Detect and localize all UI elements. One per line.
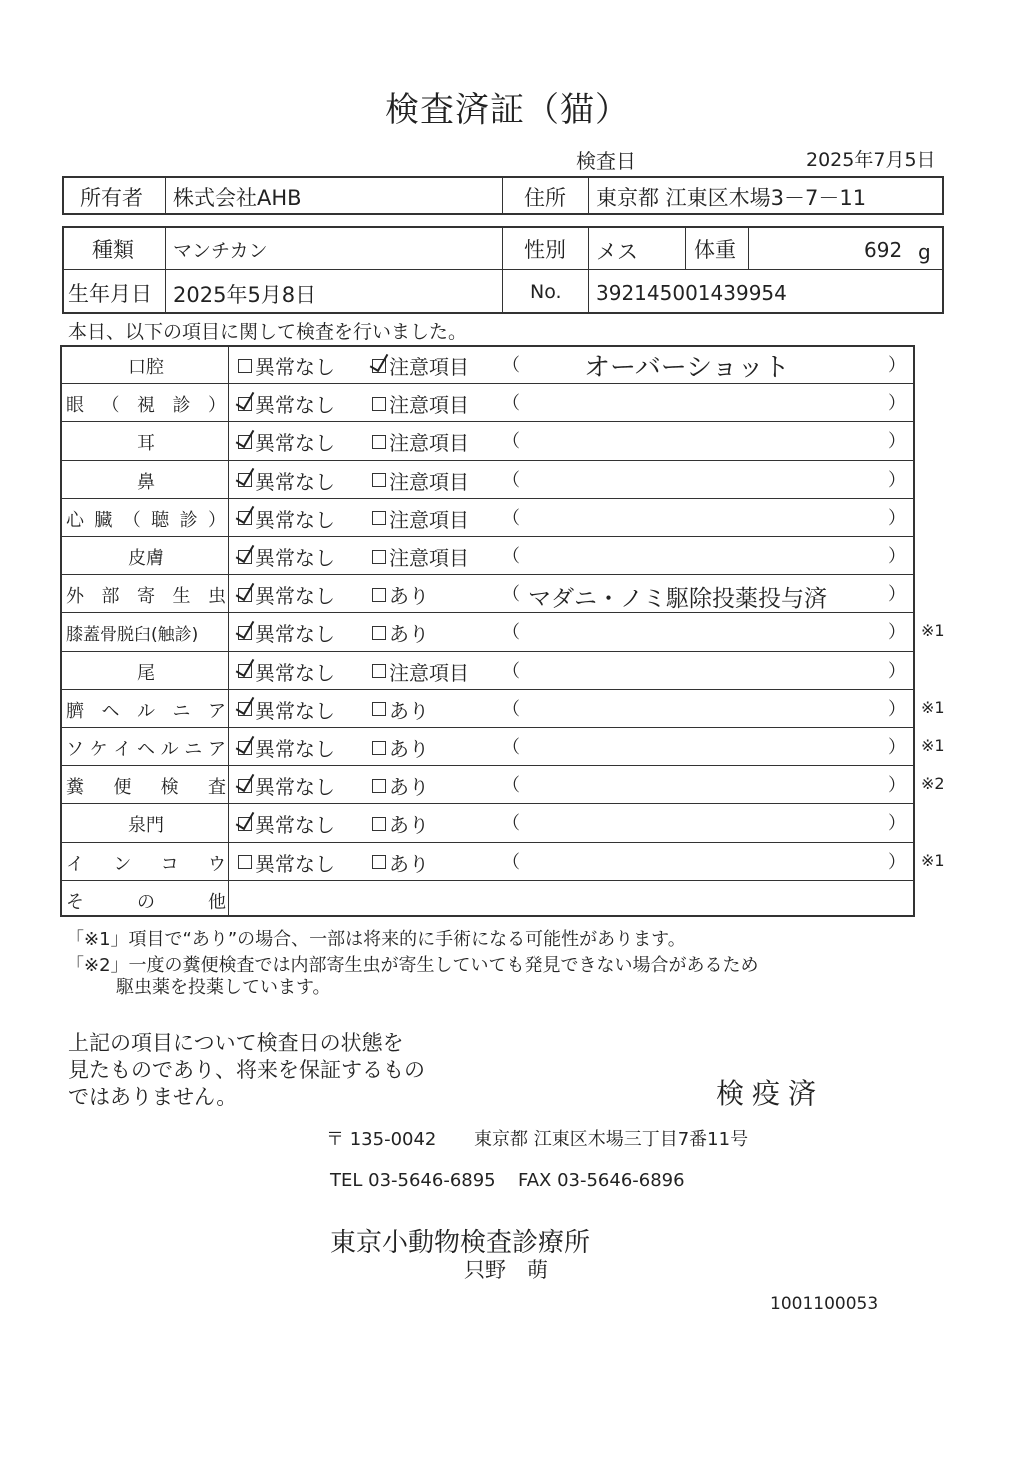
- owner-label: 所有者: [80, 186, 143, 210]
- attention-checkbox[interactable]: [372, 809, 429, 838]
- footnote-ref: ※1: [921, 736, 945, 755]
- no-label: No.: [530, 281, 562, 303]
- checkbox-icon[interactable]: [372, 435, 386, 449]
- normal-checkbox[interactable]: [238, 427, 335, 456]
- checkbox-icon[interactable]: [238, 397, 252, 411]
- normal-checkbox[interactable]: [238, 542, 335, 571]
- paren-open: （: [502, 431, 520, 453]
- checkbox-icon[interactable]: [238, 588, 252, 602]
- paren-open: （: [502, 737, 520, 758]
- attention-checkbox[interactable]: [372, 351, 469, 380]
- clinic-fax: FAX 03-5646-6896: [518, 1170, 685, 1191]
- checkbox-icon[interactable]: [372, 779, 386, 793]
- checkbox-icon[interactable]: [372, 397, 386, 411]
- normal-checkbox[interactable]: [238, 389, 335, 418]
- checkbox-icon[interactable]: [372, 817, 386, 831]
- address-label: 住所: [524, 186, 566, 210]
- footnote-2a: 「※2」一度の糞便検査では内部寄生虫が寄生していても発見できない場合があるため: [66, 955, 759, 976]
- checkbox-icon[interactable]: [372, 550, 386, 564]
- no-value: 392145001439954: [596, 281, 787, 305]
- paren-open: （: [502, 775, 520, 797]
- exam-row-label: 口 腔: [128, 357, 164, 378]
- paren-open: （: [502, 507, 520, 529]
- checkbox-icon[interactable]: [238, 435, 252, 449]
- other-label: そ の 他: [66, 891, 226, 913]
- exam-date-value: 2025年7月5日: [806, 149, 936, 171]
- paren-close: ）: [888, 775, 906, 797]
- weight-label: 体重: [694, 238, 736, 262]
- normal-checkbox[interactable]: [238, 771, 335, 800]
- option-label: 異常なし: [255, 775, 335, 800]
- checkbox-icon[interactable]: [238, 664, 252, 678]
- option-label: 異常なし: [255, 851, 335, 876]
- footnote-2b: 駆虫薬を投薬しています。: [116, 977, 331, 998]
- paren-close: ）: [888, 431, 906, 453]
- attention-checkbox[interactable]: [372, 618, 429, 647]
- footnote-ref: ※1: [921, 621, 945, 641]
- paren-open: （: [502, 469, 520, 491]
- normal-checkbox[interactable]: [238, 848, 335, 877]
- exam-row-label: 泉 門: [128, 815, 164, 837]
- attention-checkbox[interactable]: [372, 657, 469, 686]
- disclaimer-line-3: ではありません。: [68, 1085, 238, 1109]
- option-label: 異常なし: [255, 813, 335, 838]
- checkbox-icon[interactable]: [238, 779, 252, 793]
- sex-label: 性別: [524, 238, 566, 262]
- normal-checkbox[interactable]: [238, 809, 335, 838]
- paren-open: （: [502, 851, 520, 873]
- normal-checkbox[interactable]: [238, 733, 335, 762]
- option-label: 異常なし: [255, 660, 335, 685]
- disclaimer-line-1: 上記の項目について検査日の状態を: [68, 1031, 404, 1055]
- normal-checkbox[interactable]: [238, 466, 335, 495]
- attention-checkbox[interactable]: [372, 542, 469, 571]
- serial-number: 1001100053: [770, 1294, 879, 1314]
- normal-checkbox[interactable]: [238, 351, 335, 380]
- paren-close: ）: [888, 469, 906, 491]
- exam-row-label: 臍 ヘ ル ニ ア: [66, 700, 226, 722]
- normal-checkbox[interactable]: [238, 580, 335, 609]
- paren-close: ）: [888, 660, 906, 682]
- paren-close: ）: [888, 698, 906, 720]
- normal-checkbox[interactable]: [238, 657, 335, 686]
- exam-row-label: イ ン コ ウ: [66, 853, 226, 875]
- paren-close: ）: [888, 622, 906, 644]
- paren-open: （: [502, 698, 520, 720]
- checkbox-icon[interactable]: [238, 817, 252, 831]
- attention-checkbox[interactable]: [372, 771, 429, 800]
- option-label: 異常なし: [255, 507, 335, 532]
- paren-open: （: [502, 622, 520, 644]
- checkbox-icon[interactable]: [372, 664, 386, 678]
- breed-value: マンチカン: [173, 240, 268, 262]
- clinic-name: 東京小動物検査診療所: [330, 1228, 591, 1258]
- paren-close: ）: [888, 584, 906, 606]
- address-value: 東京都 江東区木場3－7－11: [596, 186, 867, 210]
- checkbox-icon[interactable]: [372, 626, 386, 640]
- option-label: あり: [389, 851, 429, 876]
- exam-note: マダニ・ノミ駆除投薬投与済: [528, 586, 827, 613]
- attention-checkbox[interactable]: [372, 466, 469, 495]
- exam-date-label: 検査日: [576, 149, 636, 173]
- attention-checkbox[interactable]: [372, 504, 469, 533]
- paren-open: （: [502, 813, 520, 835]
- checkbox-icon[interactable]: [372, 359, 386, 373]
- option-label: あり: [389, 775, 429, 800]
- checkbox-icon[interactable]: [238, 550, 252, 564]
- sex-value: メス: [596, 240, 638, 264]
- exam-row-label: 尾: [137, 662, 155, 684]
- option-label: 異常なし: [255, 546, 335, 570]
- option-label: 注意項目: [389, 431, 469, 456]
- footnote-ref: ※1: [921, 697, 945, 717]
- option-label: あり: [389, 622, 429, 647]
- paren-close: ）: [888, 507, 906, 529]
- option-label: 異常なし: [255, 622, 335, 647]
- clinic-address: 東京都 江東区木場三丁目7番11号: [474, 1129, 749, 1150]
- attention-checkbox[interactable]: [372, 695, 429, 724]
- normal-checkbox[interactable]: [238, 504, 335, 533]
- exam-row-label: 外 部 寄 生 虫: [66, 586, 226, 608]
- option-label: あり: [389, 813, 429, 838]
- option-label: 注意項目: [389, 469, 469, 494]
- option-label: 異常なし: [255, 355, 335, 379]
- breed-label: 種類: [92, 238, 134, 262]
- option-label: 注意項目: [389, 355, 469, 379]
- quarantine-stamp: 検疫済: [716, 1077, 825, 1110]
- attention-checkbox[interactable]: [372, 427, 469, 456]
- paren-close: ）: [888, 546, 906, 567]
- checkbox-icon[interactable]: [372, 588, 386, 602]
- owner-value: 株式会社AHB: [173, 186, 302, 210]
- option-label: 注意項目: [389, 393, 469, 418]
- paren-close: ）: [888, 851, 906, 873]
- clinic-person: 只野 萌: [464, 1258, 548, 1282]
- normal-checkbox[interactable]: [238, 695, 335, 724]
- attention-checkbox[interactable]: [372, 733, 429, 762]
- normal-checkbox[interactable]: [238, 618, 335, 647]
- option-label: 異常なし: [255, 431, 335, 456]
- exam-row-label: ソ ケ イ ヘ ル ニ ア: [66, 739, 226, 760]
- paren-open: （: [502, 546, 520, 567]
- birth-label: 生年月日: [68, 282, 152, 306]
- checkbox-icon[interactable]: [372, 702, 386, 716]
- checkbox-icon[interactable]: [238, 626, 252, 640]
- paren-open: （: [502, 393, 520, 415]
- checkbox-icon[interactable]: [372, 511, 386, 525]
- footnote-ref: ※2: [921, 774, 945, 794]
- paren-open: （: [502, 584, 520, 606]
- clinic-postal: 〒 135-0042: [326, 1129, 437, 1150]
- clinic-tel: TEL 03-5646-6895: [330, 1170, 496, 1191]
- paren-open: （: [502, 660, 520, 682]
- option-label: 異常なし: [255, 698, 335, 723]
- attention-checkbox[interactable]: [372, 580, 429, 609]
- exam-row-label: 糞 便 検 査: [66, 777, 226, 799]
- exam-row-label: 眼 （ 視 診 ）: [66, 395, 226, 417]
- paren-close: ）: [888, 355, 906, 376]
- checkbox-icon[interactable]: [238, 702, 252, 716]
- option-label: 注意項目: [389, 507, 469, 532]
- option-label: あり: [389, 737, 429, 761]
- checkbox-icon[interactable]: [238, 473, 252, 487]
- exam-row-label: 心 臓 （ 聴 診 ）: [66, 509, 226, 531]
- option-label: 異常なし: [255, 469, 335, 494]
- exam-note: オーバーショット: [584, 353, 790, 383]
- option-label: 異常なし: [255, 584, 335, 609]
- weight-unit: g: [918, 240, 931, 264]
- option-label: あり: [389, 584, 429, 609]
- exam-row-label: 鼻: [137, 471, 155, 493]
- paren-close: ）: [888, 737, 906, 758]
- disclaimer-line-2: 見たものであり、将来を保証するもの: [68, 1058, 425, 1082]
- disclaimer: [68, 1030, 425, 1111]
- checkbox-icon[interactable]: [238, 855, 252, 869]
- checkbox-icon[interactable]: [372, 741, 386, 755]
- checkbox-icon[interactable]: [372, 473, 386, 487]
- attention-checkbox[interactable]: [372, 389, 469, 418]
- weight-value: 692: [864, 238, 903, 262]
- paren-close: ）: [888, 393, 906, 415]
- attention-checkbox[interactable]: [372, 848, 429, 877]
- option-label: 注意項目: [389, 660, 469, 685]
- checkbox-icon[interactable]: [238, 741, 252, 755]
- footnote-1: 「※1」項目で“あり”の場合、一部は将来的に手術になる可能性があります。: [66, 929, 686, 950]
- birth-value: 2025年5月8日: [173, 283, 317, 307]
- intro-text: 本日、以下の項目に関して検査を行いました。: [68, 321, 468, 343]
- exam-row-label: 膝蓋骨脱臼(触診): [66, 625, 199, 646]
- checkbox-icon[interactable]: [238, 511, 252, 525]
- page-title: 検査済証（猫）: [385, 90, 630, 130]
- option-label: 異常なし: [255, 737, 335, 761]
- option-label: あり: [389, 698, 429, 723]
- option-label: 注意項目: [389, 546, 469, 570]
- exam-row-label: 皮 膚: [128, 548, 164, 569]
- option-label: 異常なし: [255, 393, 335, 418]
- paren-close: ）: [888, 813, 906, 835]
- checkbox-icon[interactable]: [372, 855, 386, 869]
- exam-row-label: 耳: [137, 433, 155, 455]
- checkbox-icon[interactable]: [238, 359, 252, 373]
- footnote-ref: ※1: [921, 850, 945, 870]
- paren-open: （: [502, 355, 520, 376]
